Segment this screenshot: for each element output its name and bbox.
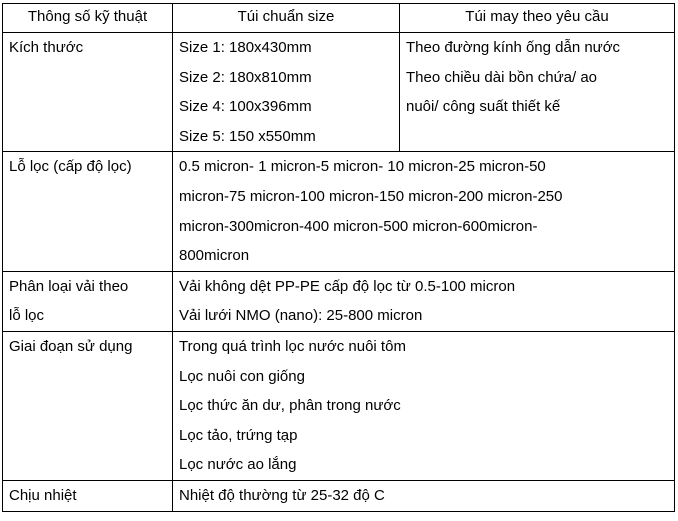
row-label-usage (3, 331, 173, 480)
list-item: Size 5: 150 x550mm (179, 127, 316, 145)
row-label-size (3, 33, 173, 152)
list-item: Size 1: 180x430mm (179, 39, 312, 56)
list-item: Theo chiều dài bồn chứa/ ao (406, 68, 598, 86)
table-row-fabric-type (3, 271, 675, 331)
list-item: 800micron (179, 247, 250, 265)
header-custom-made: Túi may theo yêu cầu (400, 4, 675, 33)
row-label-text: Kích thước (9, 39, 84, 56)
list-item: micron-300micron-400 micron-500 micron-600micron- (179, 217, 538, 235)
custom-size-cell (400, 33, 675, 152)
list-item: nuôi/ công suất thiết kế (406, 98, 561, 116)
fabric-type-cell (173, 271, 675, 331)
temperature-value: Nhiệt độ thường từ 25-32 độ C (179, 486, 385, 504)
header-spec: Thông số kỹ thuật (3, 4, 173, 33)
standard-size-cell (173, 33, 400, 152)
row-label-text: Chịu nhiệt (9, 486, 77, 504)
list-item: Lọc tảo, trứng tạp (179, 426, 298, 444)
list-item: Trong quá trình lọc nước nuôi tôm (179, 337, 406, 355)
list-item: Lọc nước ao lắng (179, 456, 297, 474)
list-item: Size 2: 180x810mm (179, 68, 312, 86)
list-item: Size 4: 100x396mm (179, 98, 312, 116)
list-item: Vải lưới NMO (nano): 25-800 micron (179, 307, 423, 325)
spec-table (2, 3, 675, 512)
list-item: Lọc nuôi con giống (179, 367, 305, 385)
row-label-filter-level (3, 152, 173, 271)
list-item: Lọc thức ăn dư, phân trong nước (179, 397, 401, 415)
list-item: Theo đường kính ống dẫn nước (406, 39, 621, 56)
usage-cell (173, 331, 675, 480)
temperature-cell (173, 480, 675, 511)
table-row-filter-level (3, 152, 675, 271)
list-item: Vải không dệt PP-PE cấp độ lọc từ 0.5-100 micron (179, 277, 516, 295)
header-standard-size: Túi chuẩn size (173, 4, 400, 33)
list-item: micron-75 micron-100 micron-150 micron-200 micron-250 (179, 187, 563, 205)
list-item: 0.5 micron- 1 micron-5 micron- 10 micron-25 micron-50 (179, 158, 546, 176)
table-row-usage (3, 331, 675, 480)
row-label-text: Lỗ lọc (cấp độ lọc) (9, 158, 132, 176)
row-label-fabric-type (3, 271, 173, 331)
row-label-text: lỗ lọc (9, 307, 45, 325)
row-label-text: Giai đoạn sử dụng (9, 337, 133, 355)
table-header-row (3, 4, 675, 33)
row-label-temperature (3, 480, 173, 511)
table-row-temperature (3, 480, 675, 511)
row-label-text: Phân loại vải theo (9, 277, 129, 295)
filter-level-cell (173, 152, 675, 271)
table-row-size (3, 33, 675, 152)
